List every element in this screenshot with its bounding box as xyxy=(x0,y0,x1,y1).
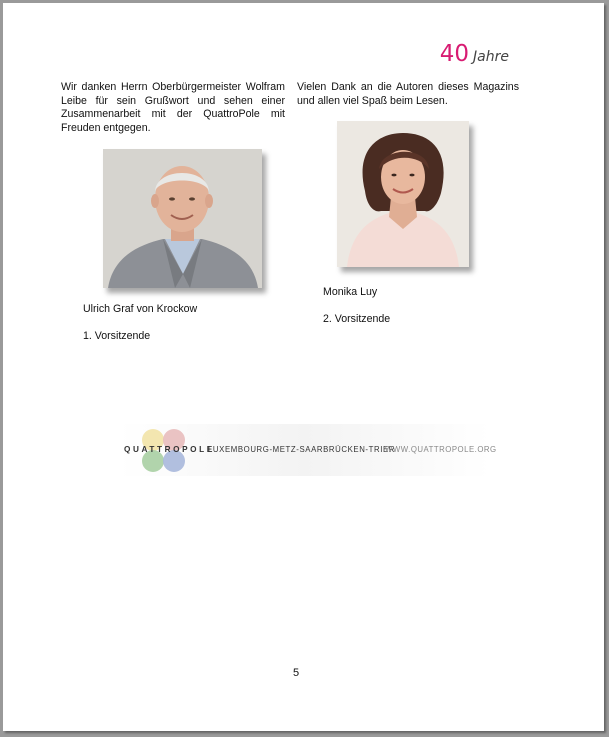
logo-brand-text: QUATTROPOLE xyxy=(124,445,215,454)
caption-name-ulrich: Ulrich Graf von Krockow xyxy=(83,303,198,315)
portrait-photo-ulrich xyxy=(103,149,262,288)
portrait-illustration-man xyxy=(103,149,262,288)
anniversary-number: 40 xyxy=(439,41,470,67)
left-column-text: Wir danken Herrn Oberbürgermeister Wolfram Leibe für sein Grußwort und sehen einer Zusammenarbeit mit der QuattroPole mit Freuden entgegen. xyxy=(61,81,285,134)
page-header xyxy=(440,41,509,67)
right-column-text: Vielen Dank an die Autoren dieses Magazins und allen viel Spaß beim Lesen. xyxy=(297,81,519,107)
caption-role-monika: 2. Vorsitzende xyxy=(323,313,391,325)
logo-url-text: WWW.QUATTROPOLE.ORG xyxy=(385,445,497,454)
logo-cities-text: LUXEMBOURG-METZ-SAARBRÜCKEN-TRIER xyxy=(208,445,396,454)
caption-role-ulrich: 1. Vorsitzende xyxy=(83,330,151,342)
quattropole-logo xyxy=(120,424,497,476)
caption-name-monika: Monika Luy xyxy=(323,286,378,298)
page-number: 5 xyxy=(293,667,300,679)
document-page xyxy=(3,3,604,731)
portrait-photo-monika xyxy=(337,121,469,267)
anniversary-word: Jahre xyxy=(473,49,509,65)
portrait-illustration-woman xyxy=(337,121,469,267)
